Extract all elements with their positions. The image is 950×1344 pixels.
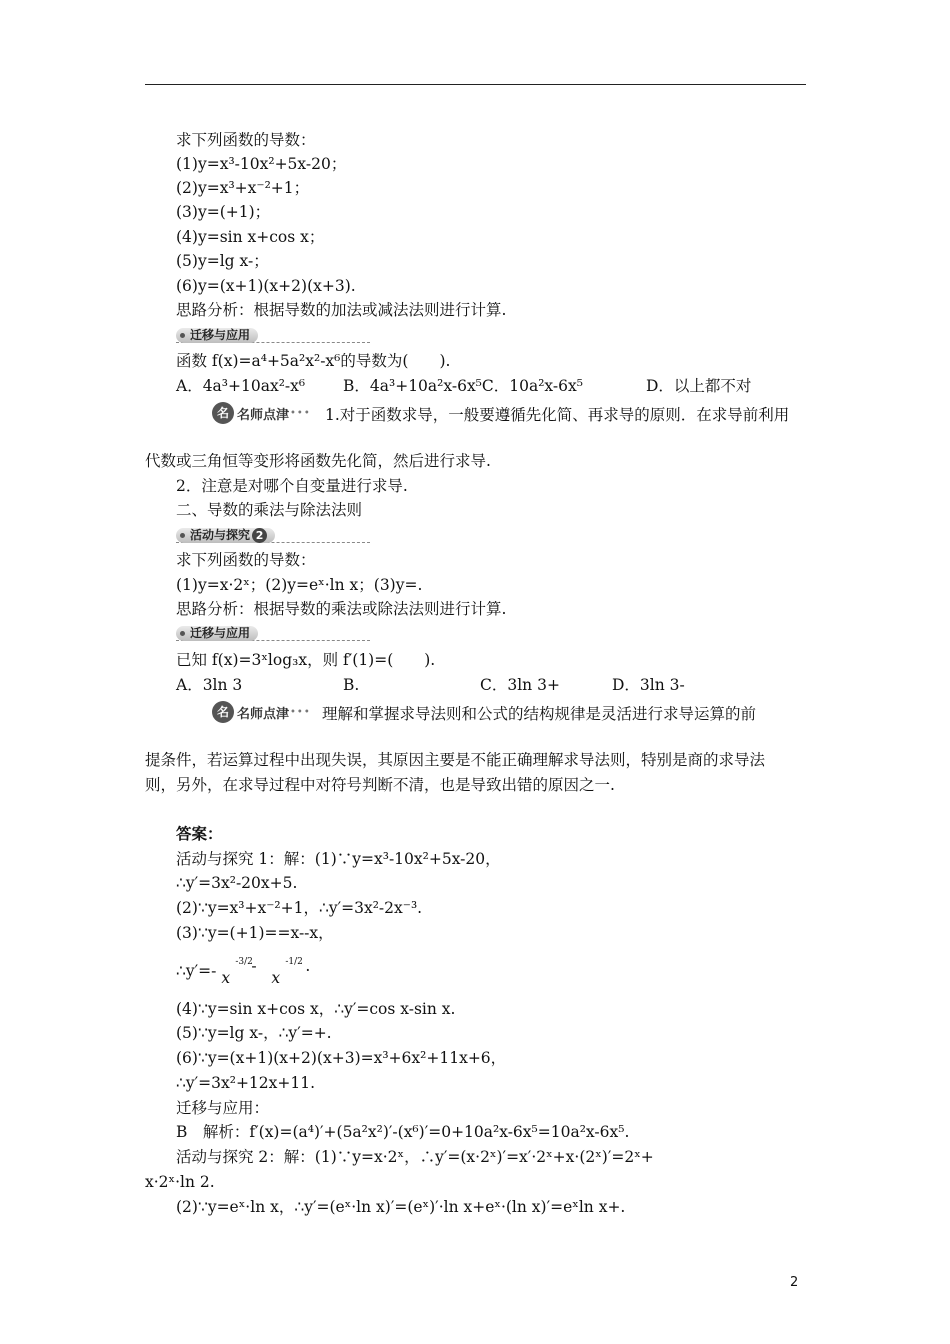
tip-2-line2: 提条件，若运算过程中出现失误，其原因主要是不能正确理解求导法则，特别是商的求导法 bbox=[145, 751, 766, 769]
header-rule bbox=[145, 84, 806, 85]
answer-line-6: (4)∵y=sin x+cos x，∴y′=cos x-sin x. bbox=[176, 1000, 456, 1018]
answer-line-13: x·2ˣ·ln 2. bbox=[145, 1173, 215, 1191]
answer-line-5: ∴y′=- x -3/2 - x -1/2 . bbox=[176, 956, 317, 981]
tip-2-line3: 则，另外，在求导过程中对符号判断不清，也是导致出错的原因之一. bbox=[145, 776, 615, 794]
option-d-1: D．以上都不对 bbox=[646, 377, 752, 395]
answer-line-1: 活动与探究 1：解：(1)∵y=x³-10x²+5x-20， bbox=[176, 850, 501, 868]
prompt-2: 求下列函数的导数： bbox=[176, 551, 316, 569]
items-2: (1)y=x·2ˣ；(2)y=eˣ·ln x；(3)y=. bbox=[176, 576, 423, 594]
section-2-heading: 二、导数的乘法与除法法则 bbox=[176, 501, 363, 519]
badge-number: 2 bbox=[252, 528, 267, 543]
tip-icon: 名 bbox=[212, 402, 234, 424]
exercise-2: 已知 f(x)=3ˣlog₃x，则 f′(1)=( ). bbox=[176, 651, 436, 669]
item-2: (2)y=x³+x⁻²+1； bbox=[176, 179, 310, 197]
tip-label-2: 名师点津 bbox=[237, 706, 290, 722]
option-bc-1: B．4a³+10a²x-6x⁵C．10a²x-6x⁵ bbox=[343, 377, 583, 395]
item-6: (6)y=(x+1)(x+2)(x+3). bbox=[176, 277, 356, 295]
tip-mark-1: 名 名师点津 ••• bbox=[212, 402, 311, 424]
answers-title: 答案： bbox=[176, 825, 223, 843]
item-3: (3)y=(+1)； bbox=[176, 203, 271, 221]
analysis-1: 思路分析：根据导数的加法或减法法则进行计算. bbox=[176, 301, 507, 319]
answer-line-14: (2)∵y=eˣ·ln x，∴y′=(eˣ·ln x)′=(eˣ)′·ln x+eˣ·(ln x)′=eˣln x+. bbox=[176, 1198, 626, 1216]
badge-transfer-1 bbox=[176, 324, 370, 343]
badge-transfer-2 bbox=[176, 622, 370, 641]
badge-transfer-label-2: 迁移与应用 bbox=[176, 626, 258, 641]
answer-line-7: (5)∵y=lg x-，∴y′=+. bbox=[176, 1024, 332, 1042]
tip-2-line1: 理解和掌握求导法则和公式的结构规律是灵活进行求导运算的前 bbox=[322, 705, 757, 723]
tip-1-line1: 1.对于函数求导，一般要遵循先化简、再求导的原则．在求导前利用 bbox=[325, 406, 790, 424]
item-5: (5)y=lg x-； bbox=[176, 252, 269, 270]
tip-mark-2: 名 名师点津 ••• bbox=[212, 701, 311, 723]
answer-line-11: B 解析：f′(x)=(a⁴)′+(5a²x²)′-(x⁶)′=0+10a²x-6x⁵=10a²x-6x⁵. bbox=[176, 1123, 630, 1141]
fraction-expression: x -3/2 - x -1/2 . bbox=[221, 957, 311, 987]
exercise-1: 函数 f(x)=a⁴+5a²x²-x⁶的导数为( ). bbox=[176, 352, 451, 370]
tip-1-line2: 代数或三角恒等变形将函数先化简，然后进行求导. bbox=[145, 452, 491, 470]
answer-line-3: (2)∵y=x³+x⁻²+1，∴y′=3x²-2x⁻³. bbox=[176, 899, 423, 917]
option-d-2: D．3ln 3- bbox=[612, 676, 685, 694]
item-4: (4)y=sin x+cos x； bbox=[176, 228, 325, 246]
badge-activity-2 bbox=[176, 524, 370, 543]
answer-line-4: (3)∵y=(+1)==x--x， bbox=[176, 924, 334, 942]
tip-icon-2: 名 bbox=[212, 701, 234, 723]
item-1: (1)y=x³-10x²+5x-20； bbox=[176, 155, 347, 173]
page-number: 2 bbox=[790, 1275, 799, 1290]
prompt-1: 求下列函数的导数： bbox=[176, 131, 316, 149]
answer-line-8: (6)∵y=(x+1)(x+2)(x+3)=x³+6x²+11x+6， bbox=[176, 1049, 507, 1067]
option-b-2: B. bbox=[343, 676, 360, 694]
answer-line-9: ∴y′=3x²+12x+11. bbox=[176, 1074, 316, 1092]
badge-transfer-label: 迁移与应用 bbox=[176, 328, 258, 343]
option-a-2: A．3ln 3 bbox=[176, 676, 243, 694]
answer-line-10: 迁移与应用： bbox=[176, 1099, 270, 1117]
option-c-2: C．3ln 3+ bbox=[480, 676, 560, 694]
answer-line-2: ∴y′=3x²-20x+5. bbox=[176, 874, 298, 892]
analysis-2: 思路分析：根据导数的乘法或除法法则进行计算. bbox=[176, 600, 507, 618]
tip-1-point2: 2．注意是对哪个自变量进行求导. bbox=[176, 477, 408, 495]
badge-activity-label: 活动与探究 2 bbox=[176, 528, 275, 543]
answer-line-12: 活动与探究 2：解：(1)∵y=x·2ˣ，∴y′=(x·2ˣ)′=x′·2ˣ+x·(2ˣ)′=2ˣ+ bbox=[176, 1148, 654, 1166]
option-a-1: A．4a³+10ax²-x⁶ bbox=[176, 377, 306, 395]
tip-label: 名师点津 bbox=[237, 407, 290, 423]
